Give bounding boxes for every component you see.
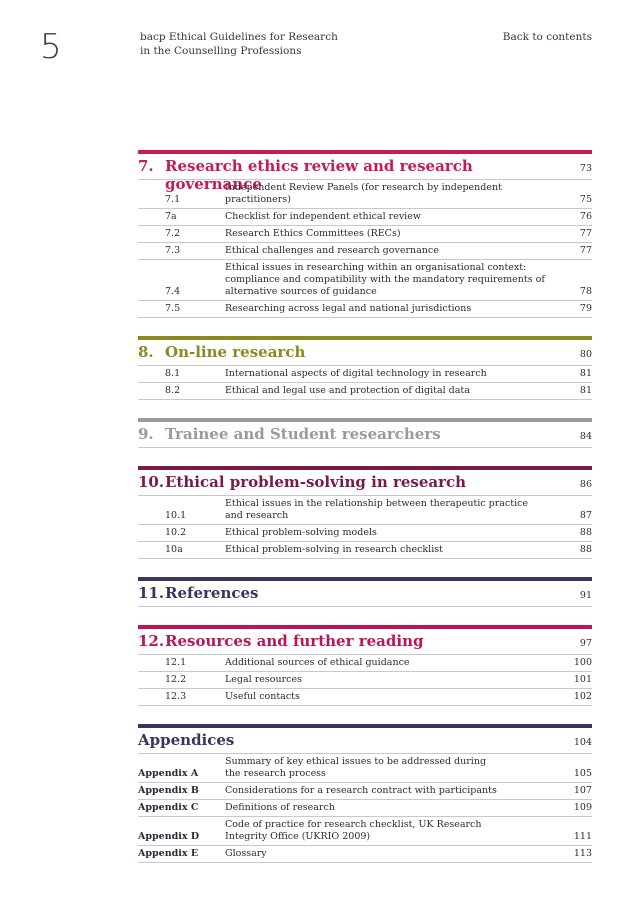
subsection-number: 12.2 (165, 674, 187, 685)
toc-section (138, 625, 592, 706)
subsection-number: 7.5 (165, 303, 181, 314)
subsection-number: 12.3 (165, 691, 187, 702)
subsection-row[interactable] (138, 655, 592, 672)
subsection-title (225, 527, 562, 539)
subsection-row[interactable] (138, 525, 592, 542)
toc-section (138, 577, 592, 607)
subsection-title-line: International aspects of digital technology in research (225, 368, 487, 379)
appendix-title-line: Integrity Office (UKRIO 2009) (225, 831, 371, 842)
subsection-row[interactable] (138, 496, 592, 525)
appendix-page: 113 (573, 848, 592, 859)
appendix-label: Appendix A (138, 768, 199, 779)
section-heading[interactable] (138, 581, 592, 607)
toc-section (138, 418, 592, 448)
toc-section (138, 150, 592, 318)
subsection-row[interactable] (138, 689, 592, 706)
document-title-line2: in the Counselling Professions (140, 45, 302, 57)
subsection-title (225, 544, 562, 556)
subsection-title-line: and research (225, 510, 289, 521)
section-heading[interactable] (138, 340, 592, 366)
subsection-title-line: Ethical problem-solving in research checklist (225, 544, 443, 555)
section-spacer (138, 607, 592, 625)
appendices-heading[interactable] (138, 728, 592, 754)
section-page: 73 (579, 163, 592, 174)
appendix-title (225, 848, 562, 860)
subsection-title (225, 182, 562, 206)
subsection-page: 101 (573, 674, 592, 685)
appendix-title (225, 756, 562, 780)
subsection-number: 10.2 (165, 527, 187, 538)
subsection-page: 102 (573, 691, 592, 702)
appendix-page: 105 (573, 768, 592, 779)
subsection-title-line: Ethical problem-solving models (225, 527, 377, 538)
appendix-title-line: Code of practice for research checklist, UK Research (225, 819, 482, 830)
appendices-page: 104 (573, 737, 592, 748)
appendix-page: 111 (573, 831, 592, 842)
appendices-section (138, 724, 592, 863)
subsection-title (225, 691, 562, 703)
appendix-row[interactable] (138, 783, 592, 800)
section-heading[interactable] (138, 470, 592, 496)
subsection-title-line: Research Ethics Committees (RECs) (225, 228, 401, 239)
subsection-number: 8.2 (165, 385, 181, 396)
subsection-number: 12.1 (165, 657, 187, 668)
section-page: 84 (579, 431, 592, 442)
subsection-title-line: Additional sources of ethical guidance (225, 657, 410, 668)
appendix-title-line: Considerations for a research contract with participants (225, 785, 497, 796)
section-title: Resources and further reading (165, 632, 424, 650)
subsection-title (225, 368, 562, 380)
subsection-title-line: Researching across legal and national jurisdictions (225, 303, 472, 314)
appendix-title-line: the research process (225, 768, 326, 779)
subsection-title-line: Ethical challenges and research governance (225, 245, 439, 256)
appendix-row[interactable] (138, 817, 592, 846)
appendix-label: Appendix C (138, 802, 199, 813)
section-spacer (138, 706, 592, 724)
subsection-title (225, 385, 562, 397)
appendix-title (225, 819, 562, 843)
section-page: 97 (579, 638, 592, 649)
subsection-page: 77 (579, 228, 592, 239)
subsection-title (225, 245, 562, 257)
subsection-number: 7.2 (165, 228, 181, 239)
subsection-title (225, 657, 562, 669)
section-title: References (165, 584, 259, 602)
subsection-page: 81 (579, 368, 592, 379)
page-number: 5 (40, 27, 62, 67)
subsection-title (225, 674, 562, 686)
toc-section (138, 336, 592, 400)
section-heading[interactable] (138, 422, 592, 448)
subsection-title-line: alternative sources of guidance (225, 286, 377, 297)
section-heading[interactable] (138, 154, 592, 193)
appendix-title (225, 802, 562, 814)
subsection-row[interactable] (138, 383, 592, 400)
section-number: 12. (138, 632, 165, 650)
appendix-label: Appendix D (138, 831, 200, 842)
subsection-number: 7.1 (165, 194, 181, 205)
section-title: Ethical problem-solving in research (165, 473, 467, 491)
subsection-title-line: compliance and compatibility with the mandatory requirements of (225, 274, 545, 285)
appendix-row[interactable] (138, 800, 592, 817)
section-spacer (138, 448, 592, 466)
subsection-title-line: Independent Review Panels (for research by independent practitioners) (225, 182, 502, 205)
appendix-title-line: Summary of key ethical issues to be addressed during (225, 756, 487, 767)
appendix-label: Appendix E (138, 848, 199, 859)
table-of-contents (138, 150, 592, 863)
back-to-contents-link[interactable]: Back to contents (502, 31, 592, 43)
subsection-title-line: Useful contacts (225, 691, 300, 702)
subsection-title (225, 262, 562, 298)
subsection-number: 8.1 (165, 368, 181, 379)
section-page: 80 (579, 349, 592, 360)
subsection-row[interactable] (138, 672, 592, 689)
appendix-row[interactable] (138, 846, 592, 863)
subsection-number: 7.3 (165, 245, 181, 256)
toc-section (138, 466, 592, 559)
appendix-title-line: Definitions of research (225, 802, 335, 813)
section-spacer (138, 559, 592, 577)
subsection-title (225, 228, 562, 240)
appendix-title (225, 785, 562, 797)
document-title (140, 30, 338, 58)
section-spacer (138, 318, 592, 336)
subsection-title-line: Ethical issues in the relationship between therapeutic practice (225, 498, 529, 509)
subsection-row[interactable] (138, 366, 592, 383)
subsection-title-line: Checklist for independent ethical review (225, 211, 421, 222)
subsection-title (225, 498, 562, 522)
subsection-page: 87 (579, 510, 592, 521)
subsection-title-line: Legal resources (225, 674, 302, 685)
subsection-title-line: Ethical and legal use and protection of digital data (225, 385, 470, 396)
section-title: On-line research (165, 343, 306, 361)
appendix-page: 109 (573, 802, 592, 813)
section-number: 7. (138, 157, 154, 175)
section-number: 10. (138, 473, 165, 491)
subsection-row[interactable] (138, 209, 592, 226)
appendix-label: Appendix B (138, 785, 199, 796)
subsection-page: 88 (579, 544, 592, 555)
section-title: Trainee and Student researchers (165, 425, 441, 443)
subsection-page: 76 (579, 211, 592, 222)
subsection-row[interactable] (138, 542, 592, 559)
appendix-page: 107 (573, 785, 592, 796)
subsection-row[interactable] (138, 301, 592, 318)
subsection-number: 10.1 (165, 510, 187, 521)
subsection-title (225, 303, 562, 315)
section-heading[interactable] (138, 629, 592, 655)
subsection-number: 7a (165, 211, 177, 222)
subsection-page: 81 (579, 385, 592, 396)
section-page: 86 (579, 479, 592, 490)
subsection-row[interactable] (138, 243, 592, 260)
subsection-page: 88 (579, 527, 592, 538)
section-number: 11. (138, 584, 165, 602)
appendix-row[interactable] (138, 754, 592, 783)
document-title-line1: bacp Ethical Guidelines for Research (140, 31, 338, 43)
appendices-title: Appendices (138, 731, 235, 749)
appendix-title-line: Glossary (225, 848, 267, 859)
subsection-title-line: Ethical issues in researching within an organisational context: (225, 262, 527, 273)
subsection-page: 78 (579, 286, 592, 297)
subsection-number: 7.4 (165, 286, 181, 297)
subsection-page: 100 (573, 657, 592, 668)
section-number: 9. (138, 425, 154, 443)
subsection-page: 75 (579, 194, 592, 205)
section-title: Research ethics review and research governance (165, 157, 473, 193)
section-page: 91 (579, 590, 592, 601)
subsection-row[interactable] (138, 260, 592, 301)
subsection-title (225, 211, 562, 223)
section-spacer (138, 400, 592, 418)
subsection-page: 79 (579, 303, 592, 314)
subsection-number: 10a (165, 544, 183, 555)
subsection-row[interactable] (138, 226, 592, 243)
subsection-page: 77 (579, 245, 592, 256)
section-number: 8. (138, 343, 154, 361)
